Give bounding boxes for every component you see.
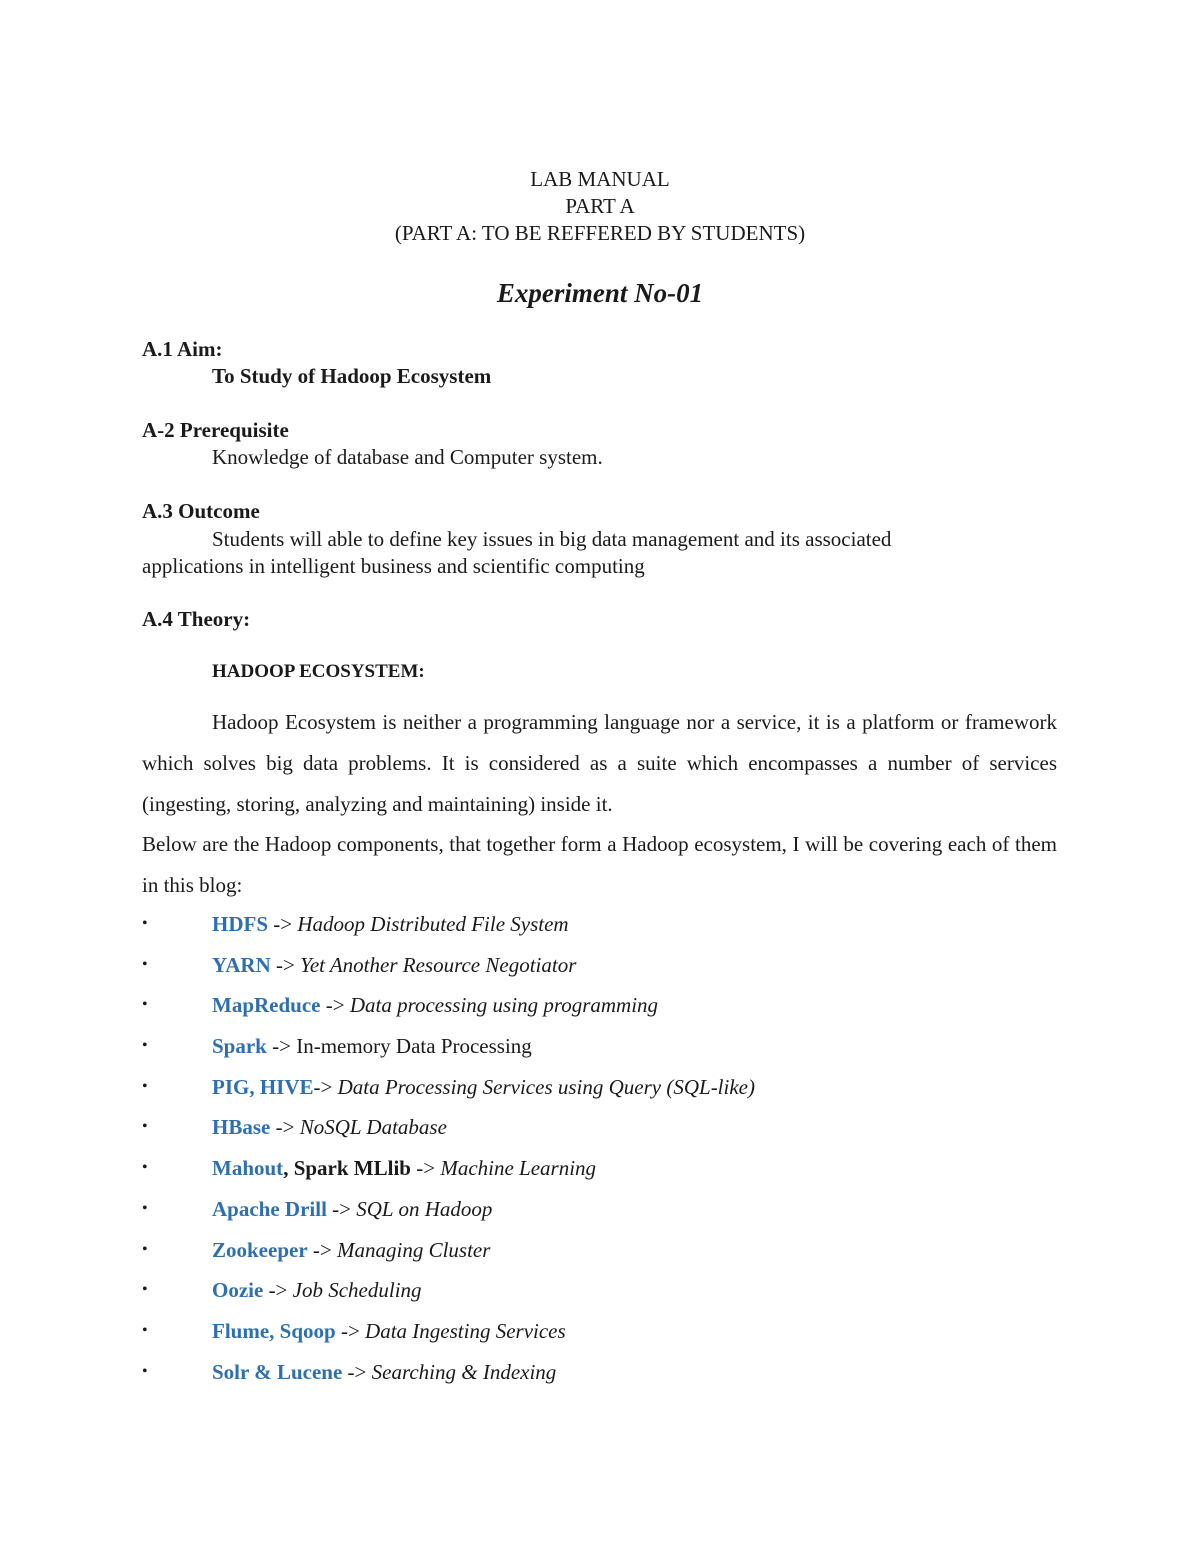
component-name-link[interactable]: Solr & Lucene — [212, 1359, 343, 1384]
component-arrow: -> — [266, 1034, 297, 1059]
theory-heading: A.4 Theory: — [142, 607, 251, 631]
component-description: In-memory Data Processing — [296, 1034, 532, 1059]
bullet-icon: • — [142, 996, 148, 1014]
component-arrow: -> — [342, 1359, 372, 1384]
component-name-link[interactable]: PIG, HIVE — [212, 1074, 314, 1099]
component-arrow: -> — [335, 1318, 366, 1343]
component-arrow: -> — [326, 1196, 357, 1221]
header-part: PART A — [565, 194, 635, 218]
bullet-icon: • — [142, 1199, 148, 1217]
theory-paragraph-1 — [142, 702, 1057, 825]
component-name-link[interactable]: Spark — [212, 1034, 267, 1059]
component-name-link[interactable]: Apache Drill — [212, 1196, 327, 1221]
bullet-icon: • — [142, 1159, 148, 1177]
component-description: NoSQL Database — [299, 1115, 447, 1140]
prerequisite-text: Knowledge of database and Computer system. — [212, 445, 603, 469]
component-arrow: -> — [270, 952, 301, 977]
component-list-item — [142, 1352, 1057, 1393]
component-list-item — [142, 904, 1057, 945]
theory-subheading: HADOOP ECOSYSTEM: — [212, 661, 425, 682]
bullet-icon: • — [142, 1077, 148, 1095]
theory-paragraph-1-text: Hadoop Ecosystem is neither a programming language nor a service, it is a platform or framework which solves big data problems. It is considered as a suite which encompasses a number of services (ingesting, storing, analyzing and maintaining) inside it. — [142, 710, 1057, 816]
component-description: Hadoop Distributed File System — [297, 912, 569, 936]
aim-heading: A.1 Aim: — [142, 337, 223, 361]
bullet-icon: • — [142, 915, 148, 932]
component-description: Machine Learning — [440, 1156, 597, 1181]
component-arrow: -> — [270, 1115, 300, 1140]
bullet-icon: • — [142, 1362, 148, 1380]
component-name-link[interactable]: Mahout — [212, 1156, 284, 1181]
component-list-item — [142, 1026, 1057, 1067]
component-list-item — [142, 1189, 1057, 1230]
bullet-icon: • — [142, 1240, 148, 1258]
component-name-link[interactable]: YARN — [212, 952, 271, 977]
component-name-link[interactable]: Zookeeper — [212, 1237, 308, 1262]
component-list-item — [142, 1230, 1057, 1271]
aim-text: To Study of Hadoop Ecosystem — [212, 364, 492, 388]
experiment-title: Experiment No-01 — [496, 278, 704, 308]
bullet-icon: • — [142, 955, 148, 973]
component-arrow: -> — [263, 1278, 293, 1303]
theory-paragraph-2 — [142, 824, 1057, 906]
component-description: Job Scheduling — [292, 1278, 422, 1303]
component-extra-name: , Spark MLlib — [283, 1156, 411, 1181]
component-list-item — [142, 1270, 1057, 1311]
component-description: SQL on Hadoop — [356, 1196, 493, 1221]
component-list — [142, 904, 1057, 1392]
component-name-link[interactable]: HBase — [212, 1115, 271, 1140]
prerequisite-heading: A-2 Prerequisite — [142, 418, 289, 442]
component-arrow: -> — [320, 993, 350, 1018]
component-name-link[interactable]: Oozie — [212, 1278, 264, 1303]
component-list-item — [142, 1107, 1057, 1148]
component-description: Data processing using programming — [349, 993, 659, 1018]
component-description: Searching & Indexing — [371, 1359, 557, 1384]
component-arrow: -> — [313, 1074, 338, 1099]
bullet-icon: • — [142, 1118, 148, 1136]
bullet-icon: • — [142, 1321, 148, 1339]
component-list-item — [142, 1067, 1057, 1108]
component-name-link[interactable]: Flume, Sqoop — [212, 1318, 336, 1343]
component-description: Managing Cluster — [337, 1237, 491, 1262]
component-name-link[interactable]: HDFS — [212, 912, 269, 936]
component-arrow: -> — [307, 1237, 337, 1262]
outcome-line-1: Students will able to define key issues in big data management and its associated — [212, 527, 892, 551]
header-subtitle: (PART A: TO BE REFFERED BY STUDENTS) — [394, 221, 806, 245]
manual-header — [0, 166, 1200, 247]
component-list-item — [142, 1311, 1057, 1352]
component-list-item — [142, 1148, 1057, 1189]
component-list-item — [142, 945, 1057, 986]
theory-paragraph-2-text: Below are the Hadoop components, that together form a Hadoop ecosystem, I will be covering each of them in this blog: — [142, 832, 1057, 897]
component-description: Yet Another Resource Negotiator — [300, 952, 577, 977]
component-arrow: -> — [268, 912, 298, 936]
component-description: Data Processing Services using Query (SQL-like) — [337, 1074, 755, 1099]
component-list-item — [142, 985, 1057, 1026]
outcome-line-2: applications in intelligent business and scientific computing — [142, 554, 645, 578]
bullet-icon: • — [142, 1037, 148, 1055]
bullet-icon: • — [142, 1281, 148, 1299]
component-arrow: -> — [410, 1156, 441, 1181]
outcome-heading: A.3 Outcome — [142, 499, 260, 523]
header-title: LAB MANUAL — [530, 167, 670, 191]
component-name-link[interactable]: MapReduce — [212, 993, 321, 1018]
component-description: Data Ingesting Services — [365, 1318, 566, 1343]
